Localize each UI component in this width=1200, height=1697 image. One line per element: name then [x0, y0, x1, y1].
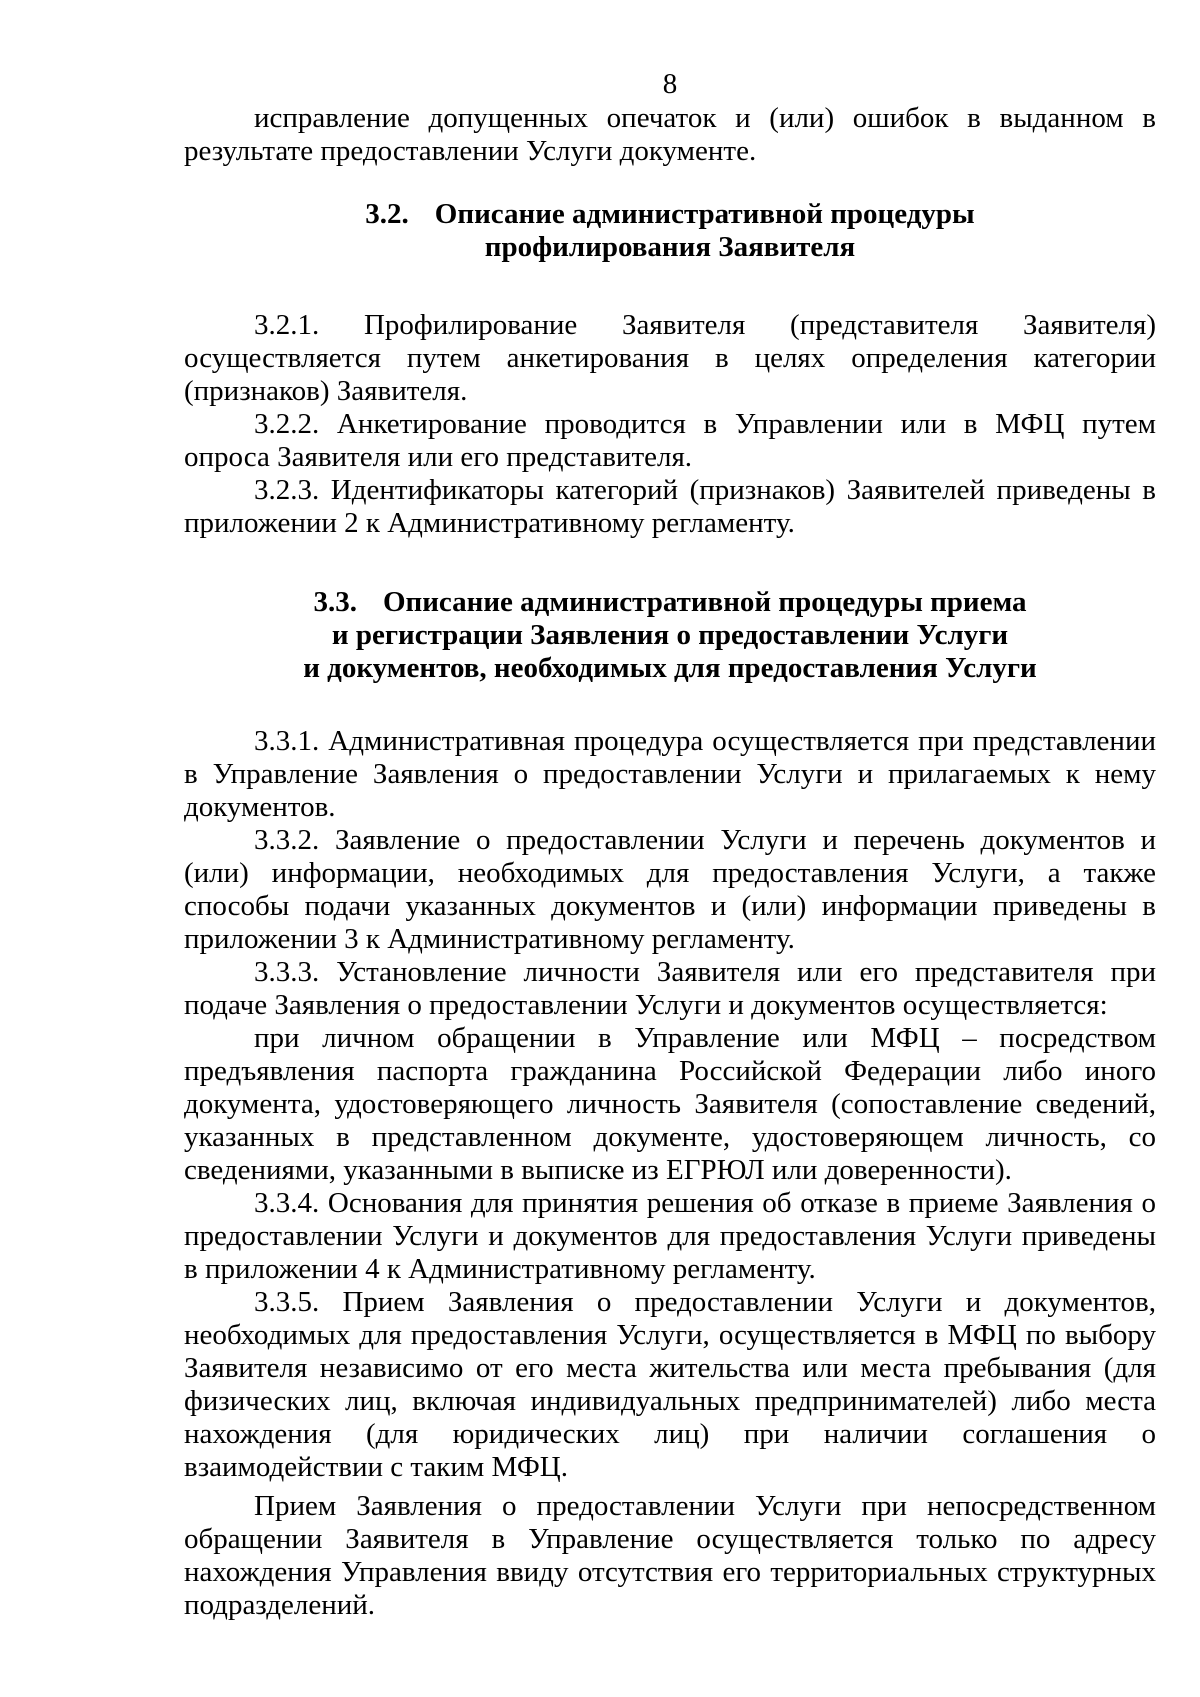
paragraph-3-2-3: 3.2.3. Идентификаторы категорий (признаков) Заявителей приведены в приложении 2 к Административному регламенту. [184, 474, 1156, 539]
paragraph-3-3-3-personal-appeal: при личном обращении в Управление или МФЦ – посредством предъявления паспорта гражданина Российской Федерации либо иного документа, удостоверяющего личность Заявителя (сопоставление сведений, указанных в представленном документе, удостоверяющем личность, со сведениями, указанными в выписке из ЕГРЮЛ или доверенности). [184, 1022, 1156, 1186]
section-3-2-heading [184, 198, 1156, 264]
section-3-3-title-line-1: 3.3. Описание административной процедуры приема [313, 586, 1027, 618]
paragraph-3-3-4: 3.3.4. Основания для принятия решения об отказе в приеме Заявления о предоставлении Услуги и документов для предоставления Услуги приведены в приложении 4 к Административному регламенту. [184, 1187, 1156, 1285]
section-3-3-heading [184, 586, 1156, 685]
section-3-3-title-line-3: и документов, необходимых для предоставления Услуги [303, 652, 1037, 684]
section-3-2-title-line-1: 3.2. Описание административной процедуры [365, 198, 975, 230]
paragraph-3-3-5: 3.3.5. Прием Заявления о предоставлении Услуги и документов, необходимых для предоставления Услуги, осуществляется в МФЦ по выбору Заявителя независимо от его места жительства или места пребывания (для физических лиц, включая индивидуальных предпринимателей) либо места нахождения (для юридических лиц) при наличии соглашения о взаимодействии с таким МФЦ. [184, 1286, 1156, 1483]
paragraph-3-2-2: 3.2.2. Анкетирование проводится в Управлении или в МФЦ путем опроса Заявителя или его представителя. [184, 408, 1156, 473]
paragraph-3-3-1: 3.3.1. Административная процедура осуществляется при представлении в Управление Заявления о предоставлении Услуги и прилагаемых к нему документов. [184, 725, 1156, 823]
paragraph-3-3-3: 3.3.3. Установление личности Заявителя или его представителя при подаче Заявления о предоставлении Услуги и документов осуществляется: [184, 956, 1156, 1021]
section-3-2-number: 3.2. [365, 198, 409, 230]
section-3-2-title-line-2: профилирования Заявителя [484, 231, 856, 263]
page-number: 8 [662, 68, 678, 100]
paragraph-3-3-2: 3.3.2. Заявление о предоставлении Услуги и перечень документов и (или) информации, необходимых для предоставления Услуги, а также способы подачи указанных документов и (или) информации приведены в приложении 3 к Административному регламенту. [184, 824, 1156, 955]
section-3-3-title-line-2: и регистрации Заявления о предоставлении Услуги [331, 619, 1009, 651]
paragraph-3-3-5-direct-appeal: Прием Заявления о предоставлении Услуги при непосредственном обращении Заявителя в Управление осуществляется только по адресу нахождения Управления ввиду отсутствия его территориальных структурных подразделений. [184, 1490, 1156, 1621]
paragraph-3-2-1: 3.2.1. Профилирование Заявителя (представителя Заявителя) осуществляется путем анкетирования в целях определения категории (признаков) Заявителя. [184, 309, 1156, 407]
section-3-3-number: 3.3. [313, 586, 357, 618]
intro-paragraph: исправление допущенных опечаток и (или) ошибок в выданном в результате предоставлении Услуги документе. [184, 102, 1156, 167]
document-page [184, 68, 1156, 1622]
